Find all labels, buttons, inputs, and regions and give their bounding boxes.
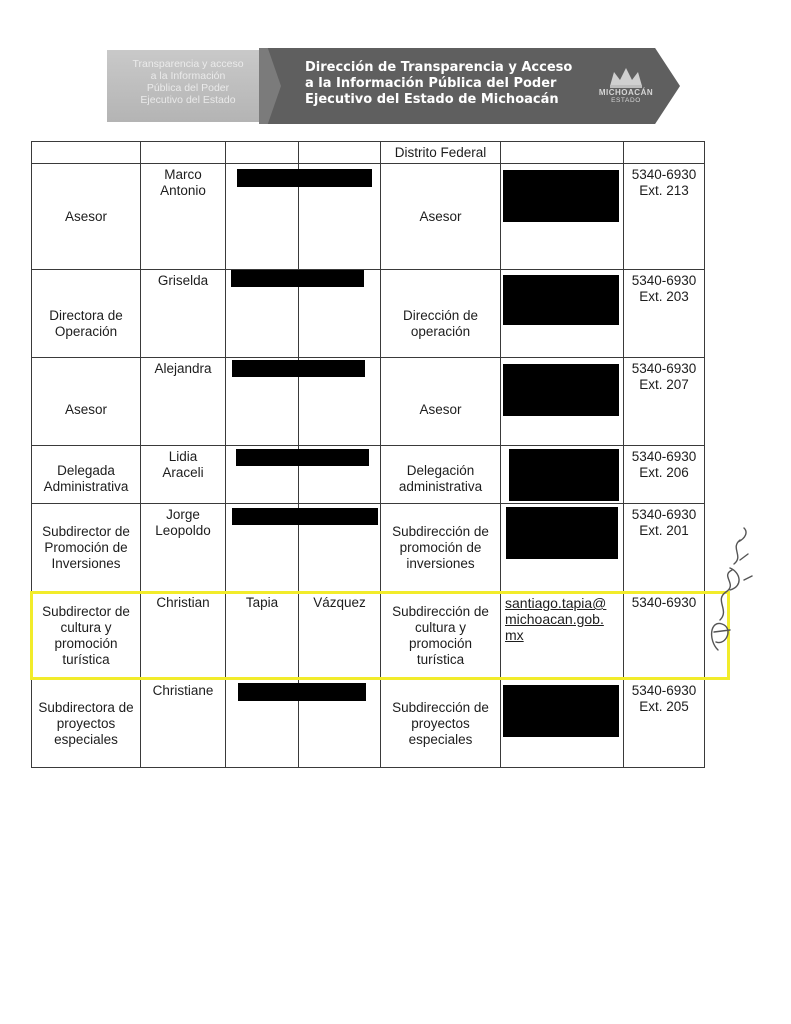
table-row-highlighted [32,592,705,680]
handwritten-signature [700,520,760,660]
telefono-text [624,361,704,393]
area-cell [381,446,501,504]
banner-left-panel [107,50,267,122]
area-text: Distrito Federal [394,144,487,160]
table-row [32,270,705,358]
redaction-bar [503,275,619,325]
nombre-cell [141,164,226,270]
nombre-text: Lidia Araceli [162,449,204,480]
telefono-text [624,449,704,481]
nombre-cell [141,142,226,164]
paterno-cell [226,446,299,504]
banner-title-line: Dirección de Transparencia y Acceso [305,60,573,75]
telefono-number: 5340-6930 [631,507,697,522]
telefono-text [624,167,704,199]
nombre-cell [141,358,226,446]
area-text: Dirección de operación [402,307,479,339]
telefono-number: 5340-6930 [631,273,697,288]
paterno-cell [226,358,299,446]
redaction-bar [503,685,619,737]
nombre-text: Marco Antonio [160,167,206,198]
correo-cell [501,680,624,768]
nombre-text: Alejandra [154,361,212,376]
materno-cell [299,592,381,680]
materno-cell [299,446,381,504]
cargo-cell [32,504,141,592]
telefono-cell [624,504,705,592]
correo-cell [501,504,624,592]
banner-left-line: Transparencia y acceso [132,58,244,70]
banner-left-line: a la Información [150,70,226,82]
telefono-cell [624,592,705,680]
telefono-cell [624,164,705,270]
telefono-cell [624,270,705,358]
banner-title-line: a la Información Pública del Poder [305,76,557,91]
cargo-text: Subdirectora de proyectos especiales [38,699,134,747]
area-cell [381,680,501,768]
email-link[interactable]: santiago.tapia@ michoacan.gob. mx [505,595,607,643]
area-cell [381,270,501,358]
nombre-text: Christiane [152,683,214,698]
correo-cell [501,358,624,446]
telefono-cell [624,680,705,768]
area-text: Subdirección de proyectos especiales [392,699,489,747]
cargo-cell [32,680,141,768]
nombre-cell [141,446,226,504]
cargo-text: Asesor [64,208,108,224]
nombre-cell [141,680,226,768]
banner-title [305,60,605,108]
telefono-number: 5340-6930 [631,361,697,376]
telefono-ext: Ext. 206 [639,465,689,480]
cargo-cell [32,142,141,164]
header-banner [107,48,680,124]
area-text: Delegación administrativa [398,462,483,494]
cargo-cell [32,446,141,504]
correo-cell [501,446,624,504]
banner-left-line: Ejecutivo del Estado [140,94,236,106]
correo-cell [501,164,624,270]
cargo-text: Directora de Operación [49,307,123,339]
materno-cell [299,680,381,768]
area-text: Subdirección de cultura y promoción turística [392,603,489,667]
paterno-cell [226,142,299,164]
telefono-number: 5340-6930 [631,449,697,464]
telefono-cell [624,142,705,164]
table-row [32,358,705,446]
cargo-text: Subdirector de cultura y promoción turística [42,603,130,667]
telefono-text [624,273,704,305]
banner-left-line: Pública del Poder [146,82,230,94]
nombre-cell [141,270,226,358]
cargo-cell [32,270,141,358]
cargo-cell [32,164,141,270]
telefono-number: 5340-6930 [631,595,697,610]
paterno-text: Tapia [245,595,279,610]
correo-cell [501,270,624,358]
materno-cell [299,142,381,164]
nombre-text: Griselda [157,273,209,288]
paterno-cell [226,680,299,768]
area-cell [381,504,501,592]
paterno-cell [226,164,299,270]
michoacan-logo [591,66,661,105]
redaction-bar [503,364,619,416]
telefono-text [624,683,704,715]
cargo-text: Subdirector de Promoción de Inversiones [42,523,130,571]
nombre-cell [141,592,226,680]
paterno-cell [226,592,299,680]
redaction-bar [509,449,619,501]
logo-text: MICHOACÁN [598,88,654,97]
redaction-bar [506,507,618,559]
materno-cell [299,358,381,446]
telefono-text [624,507,704,539]
area-cell [381,142,501,164]
paterno-cell [226,270,299,358]
telefono-cell [624,358,705,446]
correo-cell[interactable] [501,592,624,680]
table-row [32,504,705,592]
telefono-number: 5340-6930 [631,167,697,182]
area-cell [381,592,501,680]
telefono-ext: Ext. 213 [639,183,689,198]
nombre-text: Jorge Leopoldo [155,507,211,538]
cargo-cell [32,592,141,680]
table-row [32,142,705,164]
cargo-cell [32,358,141,446]
table-row [32,446,705,504]
telefono-ext: Ext. 207 [639,377,689,392]
paterno-cell [226,504,299,592]
area-text: Asesor [419,208,462,224]
table-row [32,164,705,270]
nombre-cell [141,504,226,592]
telefono-ext: Ext. 203 [639,289,689,304]
nombre-text: Christian [156,595,210,610]
cargo-text: Delegada Administrativa [43,462,129,494]
telefono-ext: Ext. 205 [639,699,689,714]
area-text: Asesor [419,401,462,417]
area-text: Subdirección de promoción de inversiones [392,523,489,571]
crown-logo-icon [606,66,646,88]
materno-cell [299,504,381,592]
telefono-cell [624,446,705,504]
materno-cell [299,164,381,270]
area-cell [381,358,501,446]
telefono-number: 5340-6930 [631,683,697,698]
banner-title-line: Ejecutivo del Estado de Michoacán [305,92,559,107]
cargo-text: Asesor [64,401,108,417]
logo-subtext: ESTADO [611,97,641,104]
area-cell [381,164,501,270]
telefono-ext: Ext. 201 [639,523,689,538]
banner-left-text [113,58,263,106]
materno-cell [299,270,381,358]
materno-text: Vázquez [313,595,366,610]
correo-cell [501,142,624,164]
directory-table [31,141,705,768]
table-row [32,680,705,768]
redaction-bar [503,170,619,222]
